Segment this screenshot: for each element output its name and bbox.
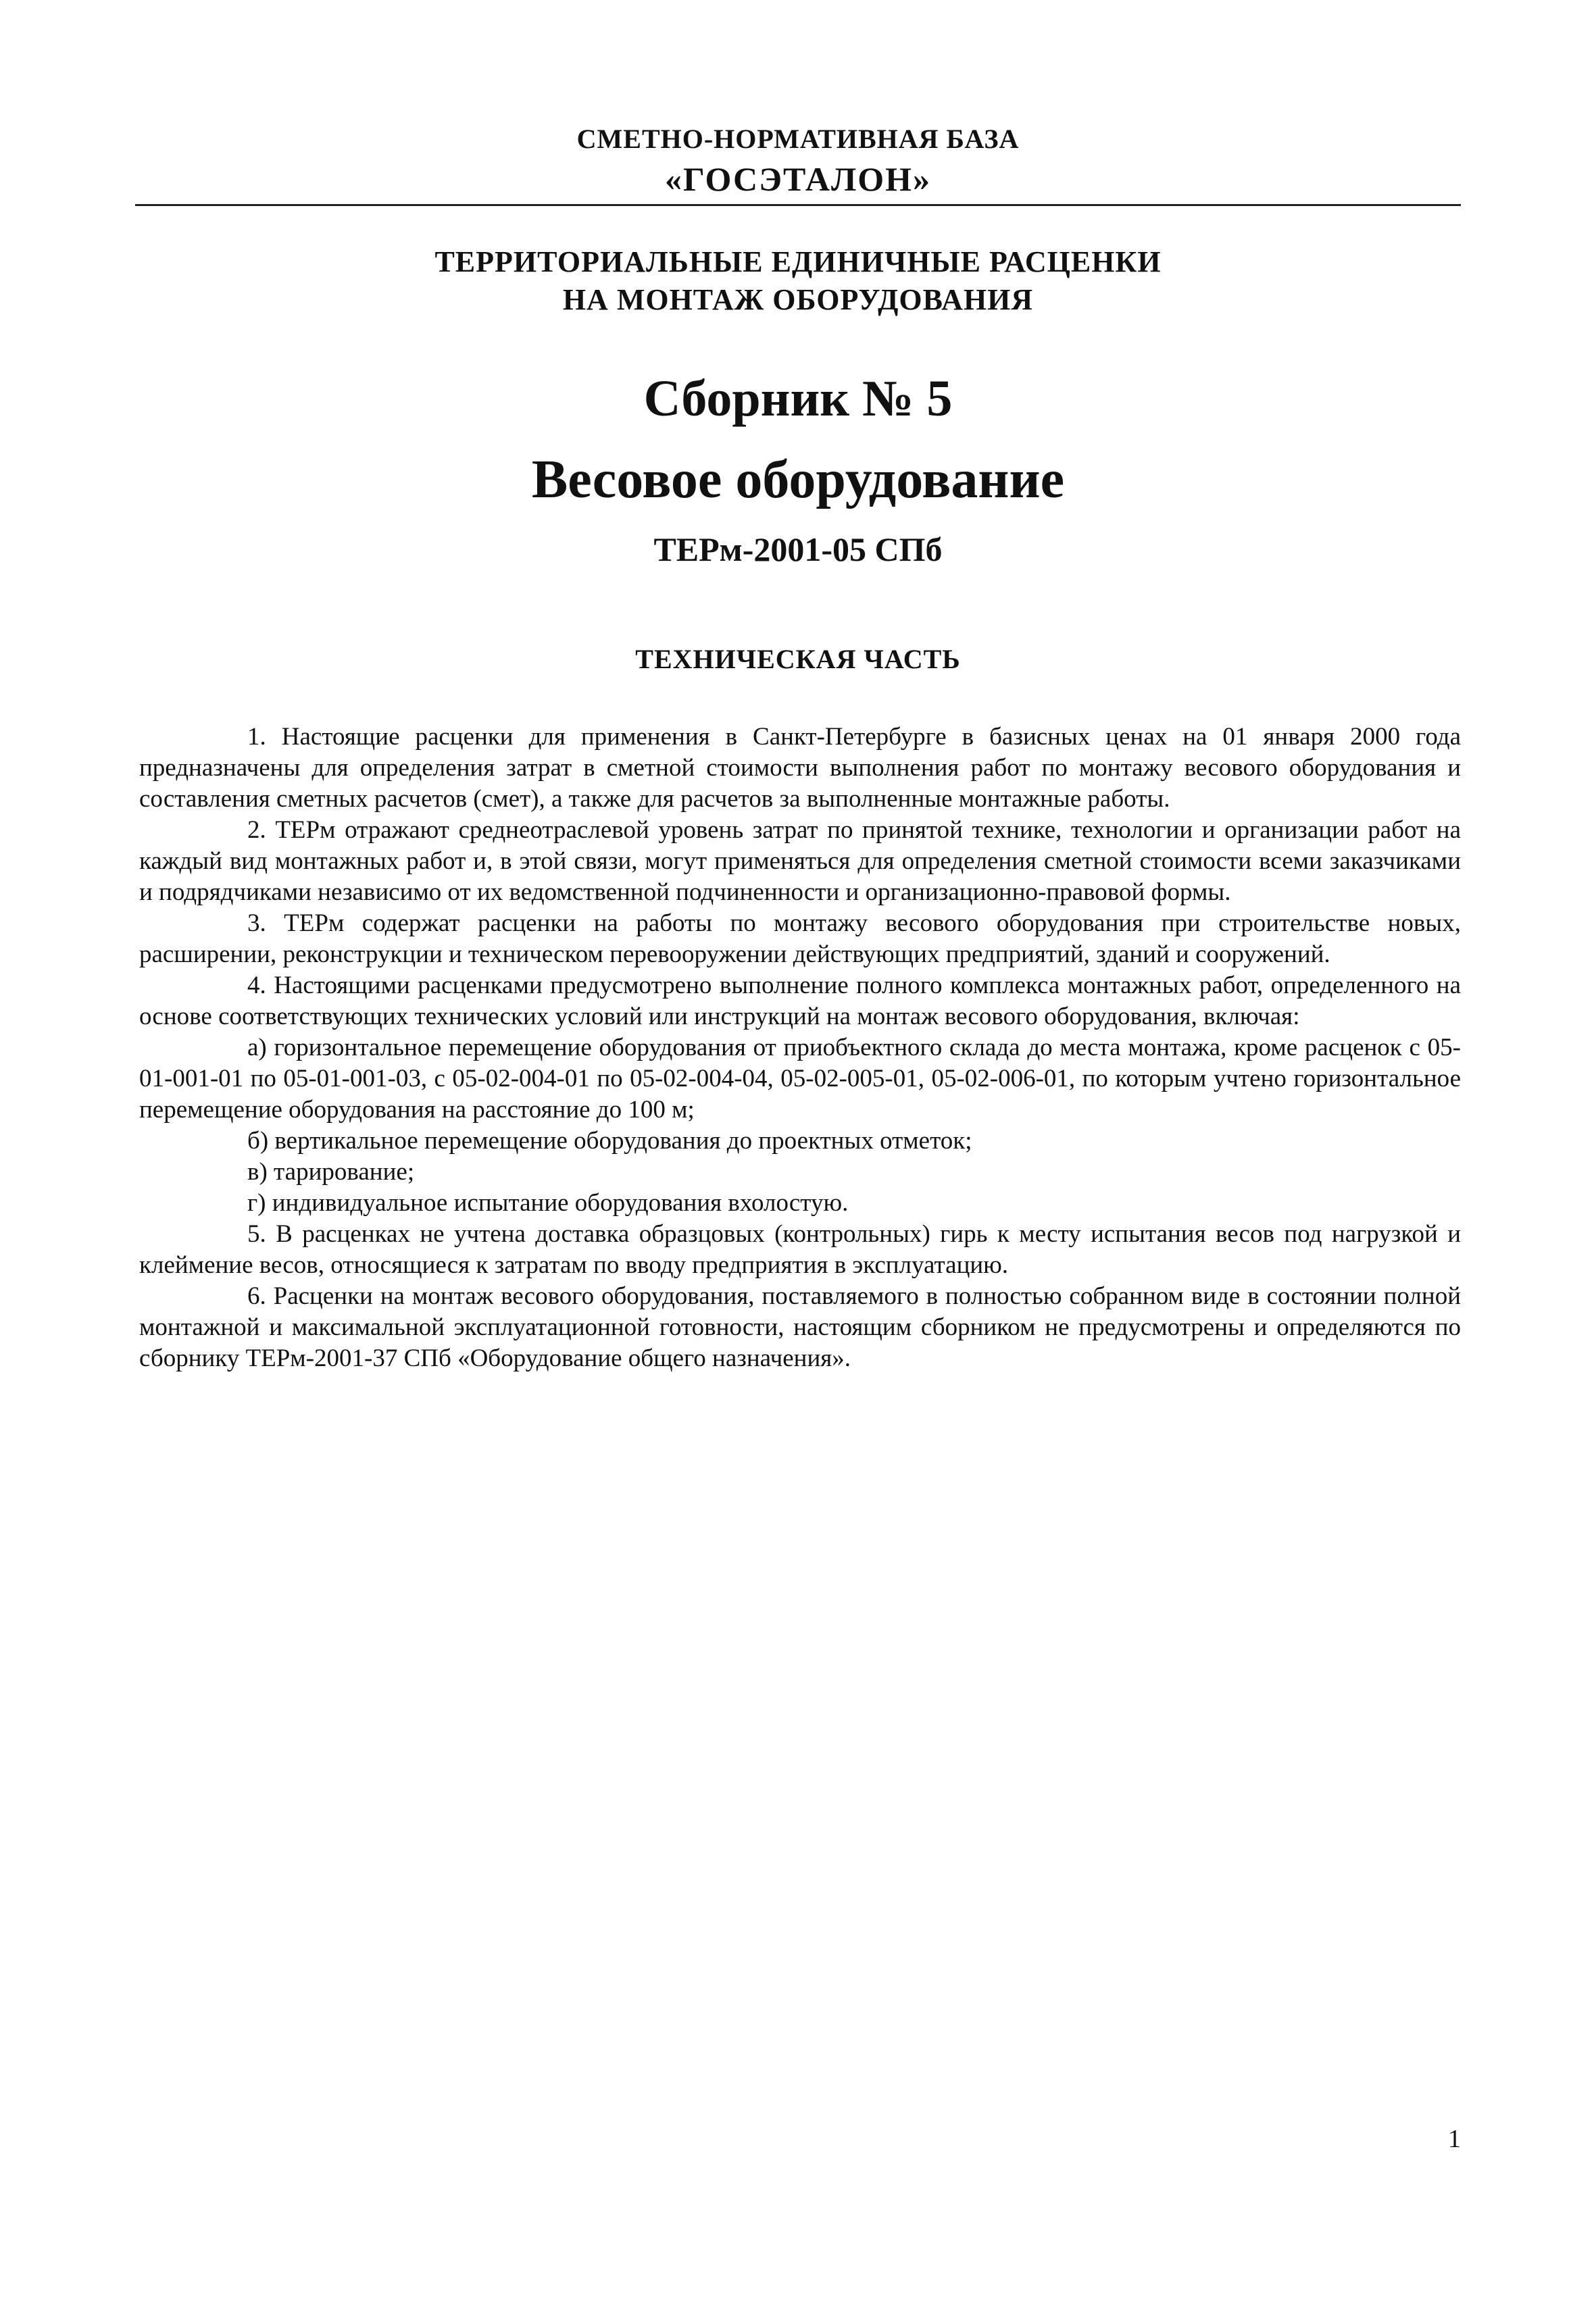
paragraph-4c: в) тарирование; xyxy=(247,1158,415,1186)
paragraph-6: 6. Расценки на монтаж весового оборудования, поставляемого в полностью собранном виде в состоянии полной монтажной и максимальной эксплуатационной готовности, настоящим сборником не предусмотрены и определяются по сборнику ТЕРм-2001-37 СПб «Оборудование общего назначения». xyxy=(139,1282,1461,1372)
database-name: СМЕТНО-НОРМАТИВНАЯ БАЗА xyxy=(576,124,1020,154)
paragraph-4b: б) вертикальное перемещение оборудования до проектных отметок; xyxy=(247,1127,972,1155)
paragraph-5: 5. В расценках не учтена доставка образцовых (контрольных) гирь к месту испытания весов под нагрузкой и клеймение весов, относящиеся к затратам по вводу предприятия в эксплуатацию. xyxy=(139,1220,1461,1279)
technical-part-text xyxy=(139,722,1461,1374)
collection-number: Сборник № 5 xyxy=(643,370,953,427)
page-number: 1 xyxy=(1448,2125,1461,2153)
paragraph-1: 1. Настоящие расценки для применения в Санкт-Петербурге в базисных ценах на 01 января 2000 года предназначены для определения затрат в сметной стоимости выполнения работ по монтажу весового оборудования и составления сметных расчетов (смет), а также для расчетов за выполненные монтажные работы. xyxy=(139,723,1461,813)
header-divider xyxy=(135,204,1461,206)
document-title xyxy=(135,243,1461,319)
document-code: ТЕРм-2001-05 СПб xyxy=(653,530,943,568)
database-brand: «ГОСЭТАЛОН» xyxy=(664,160,932,198)
section-title: ТЕХНИЧЕСКАЯ ЧАСТЬ xyxy=(635,644,961,674)
collection-subject: Весовое оборудование xyxy=(531,450,1065,509)
title-line-2: НА МОНТАЖ ОБОРУДОВАНИЯ xyxy=(562,283,1034,316)
paragraph-3: 3. ТЕРм содержат расценки на работы по монтажу весового оборудования при строительстве новых, расширении, реконструкции и техническом перевооружении действующих предприятий, зданий и сооружений. xyxy=(139,909,1461,968)
paragraph-2: 2. ТЕРм отражают среднеотраслевой уровень затрат по принятой технике, технологии и организации работ на каждый вид монтажных работ и, в этой связи, могут применяться для определения сметной стоимости всеми заказчиками и подрядчиками независимо от их ведомственной подчиненности и организационно-правовой формы. xyxy=(139,816,1461,906)
database-header xyxy=(135,122,1461,201)
paragraph-4d: г) индивидуальное испытание оборудования вхолостую. xyxy=(247,1189,849,1217)
paragraph-4a: а) горизонтальное перемещение оборудования от приобъектного склада до места монтажа, кроме расценок с 05-01-001-01 по 05-01-001-03, с 05-02-004-01 по 05-02-004-04, 05-02-005-01, 05-02-006-01, по которым учтено горизонтальное перемещение оборудования на расстояние до 100 м; xyxy=(139,1034,1461,1124)
paragraph-4: 4. Настоящими расценками предусмотрено выполнение полного комплекса монтажных работ, определенного на основе соответствующих технических условий или инструкций на монтаж весового оборудования, включая: xyxy=(139,972,1461,1030)
title-line-1: ТЕРРИТОРИАЛЬНЫЕ ЕДИНИЧНЫЕ РАСЦЕНКИ xyxy=(434,245,1162,278)
